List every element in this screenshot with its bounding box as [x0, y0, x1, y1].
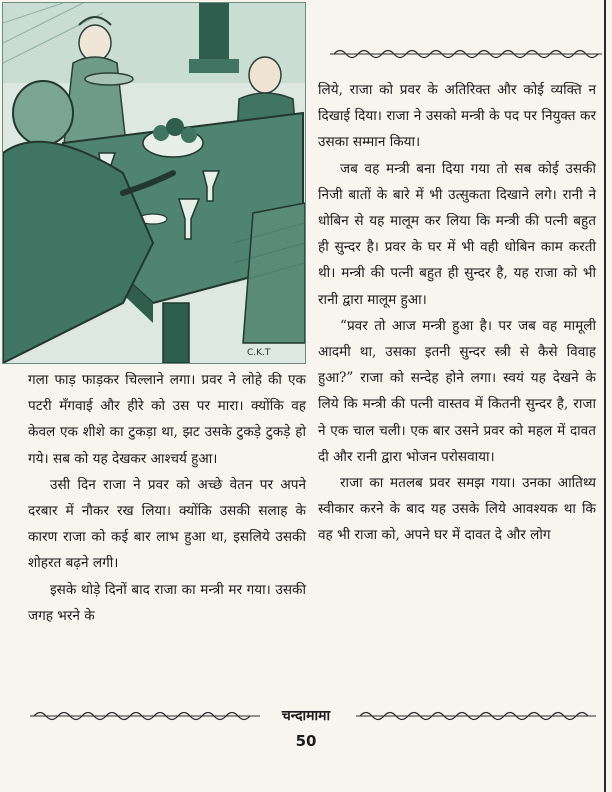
left-paragraph-2: उसी दिन राजा ने प्रवर को अच्छे वेतन पर अपने दरबार में नौकर रख लिया। क्योंकि उसकी सलाह के कारण राजा को कई बार लाभ हुआ था, इसलिये उसकी शोहरत बढ़ने लगी।: [28, 476, 306, 572]
right-paragraph-1: लिये, राजा को प्रवर के अतिरिक्त और कोई व्यक्ति न दिखाई दिया। राजा ने उसको मन्त्री के पद पर नियुक्त कर उसका सम्मान किया।: [318, 82, 596, 151]
story-illustration: [2, 2, 306, 364]
ornament-vine-icon: [330, 46, 602, 62]
page-edge-rule: [604, 0, 606, 792]
left-paragraph-3: इसके थोड़े दिनों बाद राजा का मन्त्री मर गया। उसकी जगह भरने के: [28, 581, 306, 624]
magazine-title: चन्दामामा: [281, 708, 331, 724]
right-paragraph-3: “प्रवर तो आज मन्त्री हुआ है। पर जब वह मामूली आदमी था, उसका इतनी सुन्दर स्त्री से कैसे विवाह हुआ?” राजा को सन्देह होने लगा। स्वयं यह देखने के लिये कि मन्त्री की पत्नी वास्तव में कितनी सुन्दर है, राजा ने एक चाल चली। एक बार उसने प्रवर को महल में दावत दी और रानी द्वारा भोजन परोसवाया।: [318, 317, 596, 465]
right-text-column: [318, 77, 596, 549]
left-text-column: [28, 367, 306, 629]
left-paragraph-1: गला फाड़ फाड़कर चिल्लाने लगा। प्रवर ने लोहे की एक पटरी मँगवाई और हीरे को उस पर मारा। क्योंकि वह केवल एक शीशे का टुकड़ा था, झट उसके टुकड़े टुकड़े हो गये। सब को यह देखकर आश्चर्य हुआ।: [28, 372, 306, 467]
right-paragraph-4: राजा का मतलब प्रवर समझ गया। उनका आतिथ्य स्वीकार करने के बाद यह उसके लिये आवश्यक था कि वह भी राजा को, अपने घर में दावत दे और लोग: [318, 475, 596, 544]
palace-dining-scene-illustration: [3, 3, 305, 363]
decorative-border-top: [330, 46, 602, 62]
right-paragraph-2: जब वह मन्त्री बना दिया गया तो सब कोई उसकी निजी बातों के बारे में भी उत्सुकता दिखाने लगे। रानी ने धोबिन से यह मालूम कर लिया कि मन्त्री की पत्नी बहुत ही सुन्दर है। प्रवर के घर में भी वही धोबिन काम करती थी। मन्त्री की पत्नी बहुत ही सुन्दर है, यह राजा को भी रानी द्वारा मालूम हुआ।: [318, 160, 596, 308]
artist-signature: C.K.T: [247, 348, 271, 358]
page-number: 50: [295, 732, 317, 750]
